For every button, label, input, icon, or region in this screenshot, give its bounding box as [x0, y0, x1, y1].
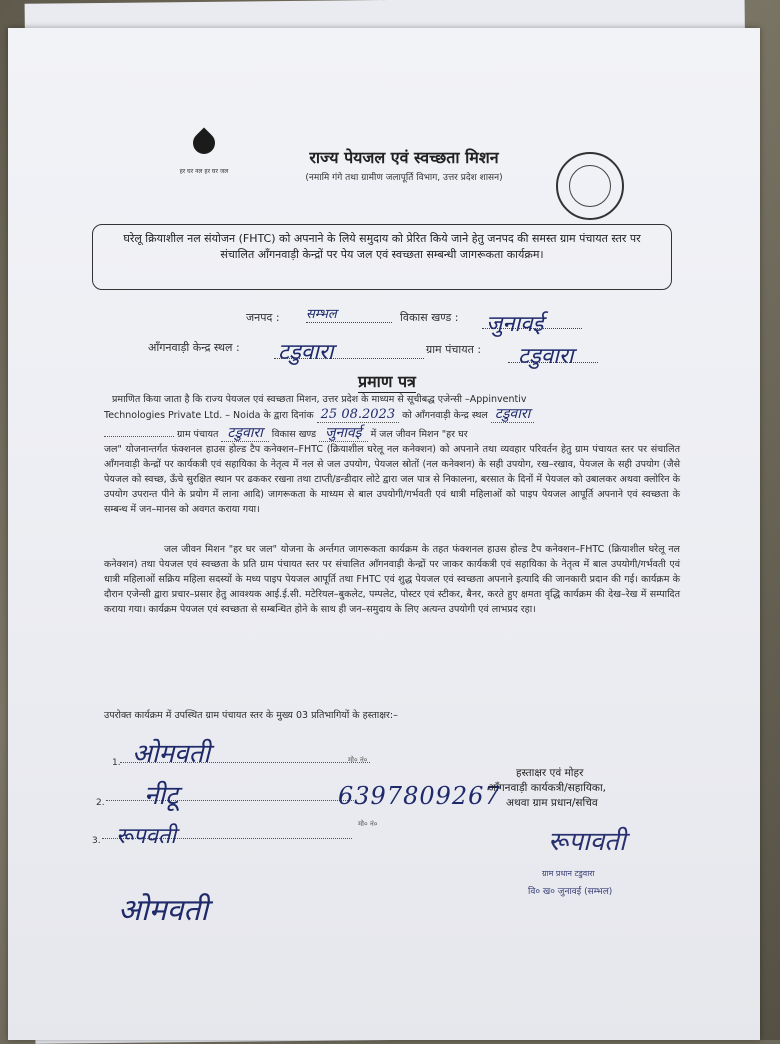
participant-num: 1.: [112, 758, 121, 768]
program-date: 25 08.2023: [317, 407, 399, 423]
district-label: जनपद :: [246, 311, 280, 324]
notice-box: घरेलू क्रियाशील नल संयोजन (FHTC) को अपनाने के लिये समुदाय को प्रेरित किये जाने हेतु जनपद की समस्त ग्राम पंचायत स्तर पर संचालित आँगनवाड़ी केन्द्रों पर पेय जल एवं स्वच्छता सम्बन्धी जागरूकता कार्यक्रम।: [92, 224, 672, 290]
participant-row-2: [96, 781, 179, 811]
para1-block: जुनावई: [319, 425, 367, 442]
panchayat-value: टडुवारा: [518, 344, 574, 369]
up-government-seal-icon: [556, 152, 624, 220]
seal-inner: [569, 165, 611, 207]
para1-center: टडुवारा: [491, 406, 534, 423]
participant-sign: ओमवती: [132, 739, 211, 769]
stamp-line2: वि० ख० जुनावई (सम्भल): [528, 887, 613, 897]
header-title: राज्य पेयजल एवं स्वच्छता मिशन: [309, 148, 499, 167]
center-value: टडुवारा: [278, 340, 334, 365]
water-drop-icon: [188, 127, 219, 158]
para1-line3b: विकास खण्ड: [271, 429, 317, 440]
district-value: सम्भल: [306, 304, 392, 323]
extra-participant-sign: ओमवती: [118, 893, 209, 928]
participant-sign: नीटू: [144, 781, 179, 811]
participants-intro: उपरोक्त कार्यक्रम में उपस्थित ग्राम पंचायत स्तर के मुख्य 03 प्रतिभागियों के हस्ताक्षर:–: [104, 710, 398, 721]
para1-line2: [104, 407, 684, 423]
mobile-number: 6397809267: [338, 782, 501, 810]
logo-caption: हर घर नल हर घर जल: [179, 168, 229, 175]
block-value: जुनावई: [486, 312, 544, 337]
document-page: [8, 28, 760, 1040]
stamp-line1: ग्राम प्रधान टडुवारा: [542, 869, 595, 878]
para1-panchayat: टडुवारा: [221, 425, 268, 442]
para1-line3c: में जल जीवन मिशन "हर घर: [370, 429, 468, 440]
para1-blank: [104, 436, 174, 437]
signatory-block: [488, 766, 728, 811]
para1-line2a: Technologies Private Ltd. – Noida के द्वारा दिनांक: [104, 410, 314, 421]
panchayat-label: ग्राम पंचायत :: [426, 343, 482, 356]
participant-num: 3.: [92, 836, 101, 846]
mobile-label: मो० नं०: [348, 756, 368, 764]
para1-line1: प्रमाणित किया जाता है कि राज्य पेयजल एवं स्वच्छता मिशन, उत्तर प्रदेश के माध्यम से सूचीबद्ध एजेन्सी –Appinventiv: [112, 394, 527, 405]
mission-logo: [176, 132, 232, 210]
para1-line2b: को आँगनवाड़ी केन्द्र स्थल: [402, 410, 488, 421]
center-label: आँगनवाड़ी केन्द्र स्थल :: [148, 341, 240, 354]
center-dotline: [274, 358, 424, 359]
panchayat-dotline: [508, 362, 598, 363]
certificate-title: प्रमाण पत्र: [358, 372, 416, 391]
participant-num: 2.: [96, 798, 105, 808]
participant-row-1: [112, 739, 368, 769]
para1-line3a: ग्राम पंचायत: [177, 429, 219, 440]
signatory-line2: आँगनवाड़ी कार्यकत्री/सहायिका,: [488, 782, 607, 794]
para1-line3: [104, 426, 684, 442]
block-label: विकास खण्ड :: [400, 311, 459, 324]
mobile-label: मो० नं०: [358, 820, 378, 828]
signatory-line3: अथवा ग्राम प्रधान/सचिव: [506, 797, 598, 809]
participant-sign: रूपवती: [116, 824, 177, 849]
header-subtitle: (नमामि गंगे तथा ग्रामीण जलापूर्ति विभाग, उत्तर प्रदेश शासन): [305, 173, 503, 183]
block-dotline: [482, 328, 582, 329]
participant-row-3: [92, 820, 378, 849]
para1-rest: जल" योजनान्तर्गत फंक्शनल हाउस होल्ड टैप कनेक्शन–FHTC (क्रियाशील घरेलू नल कनेक्शन) को अपनाने तथा व्यवहार परिवर्तन हेतु ग्राम पंचायत स्तर पर संचालित आँगनवाड़ी केन्द्रों पर कार्यकत्री एवं सहायिका के नेतृत्व में नल से जल उपयोग, पेयजल स्रोतों (नल कनेक्शन) के सही उपयोग, रख–रखाव, पेयजल के सही उपयोग (जैसे पेयजल को स्वच्छ, ऊँचे सुरक्षित स्थान पर ढककर रखना तथा टाप्ती/डन्डीदार लोटे द्वारा जल पात्र से निकालना, बरसात के दिनों में पेयजल को उबालकर अथवा क्लोरिन के उपयोग उपरान्त पीने के प्रयोग में लाना आदि) जागरूकता के माध्यम से बाल उपयोगी/गर्भवती एवं धात्री महिलाओं को पाइप पेयजल आपूर्ति अपनाने एवं स्वच्छता के सम्बन्ध में जन–मानस को अवगत कराया गया।: [104, 444, 680, 515]
signatory-sign: रूपावती: [548, 827, 626, 857]
signatory-line1: हस्ताक्षर एवं मोहर: [516, 767, 584, 779]
para2: जल जीवन मिशन "हर घर जल" योजना के अर्न्तगत जागरूकता कार्यक्रम के तहत फंक्शनल हाउस होल्ड टैप कनेक्शन–FHTC (क्रियाशील घरेलू नल कनेक्शन) तथा पेयजल एवं स्वच्छता के प्रति ग्राम पंचायत स्तर पर संचालित आँगनवाड़ी केन्द्रों पर जाकर कार्यकत्री एवं सहायिका के नेतृत्व में बाल उपयोगी/गर्भवती एवं धात्री महिलाओं सक्रिय महिला सदस्यों के मध्य पाइप पेयजल आपूर्ति तथा FHTC एवं शुद्ध पेयजल एवं स्वच्छता अपनाने इत्यादि की जानकारी प्रदान की गई। कार्यक्रम के दौरान एजेन्सी द्वारा प्रचार–प्रसार हेतु आवश्यक आई.ई.सी. मटेरियल–बुकलेट, पम्पलेट, पोस्टर एवं स्टीकर, बैनर, करते हुए क्षमता वृद्धि कार्यक्रम की देख–रेख में सम्पादित कराया गया। कार्यक्रम पेयजल एवं स्वच्छता से सम्बन्धित होने के साथ ही जन–समुदाय के लिए अत्यन्त उपयोगी एवं लाभप्रद रहा।: [104, 544, 680, 615]
